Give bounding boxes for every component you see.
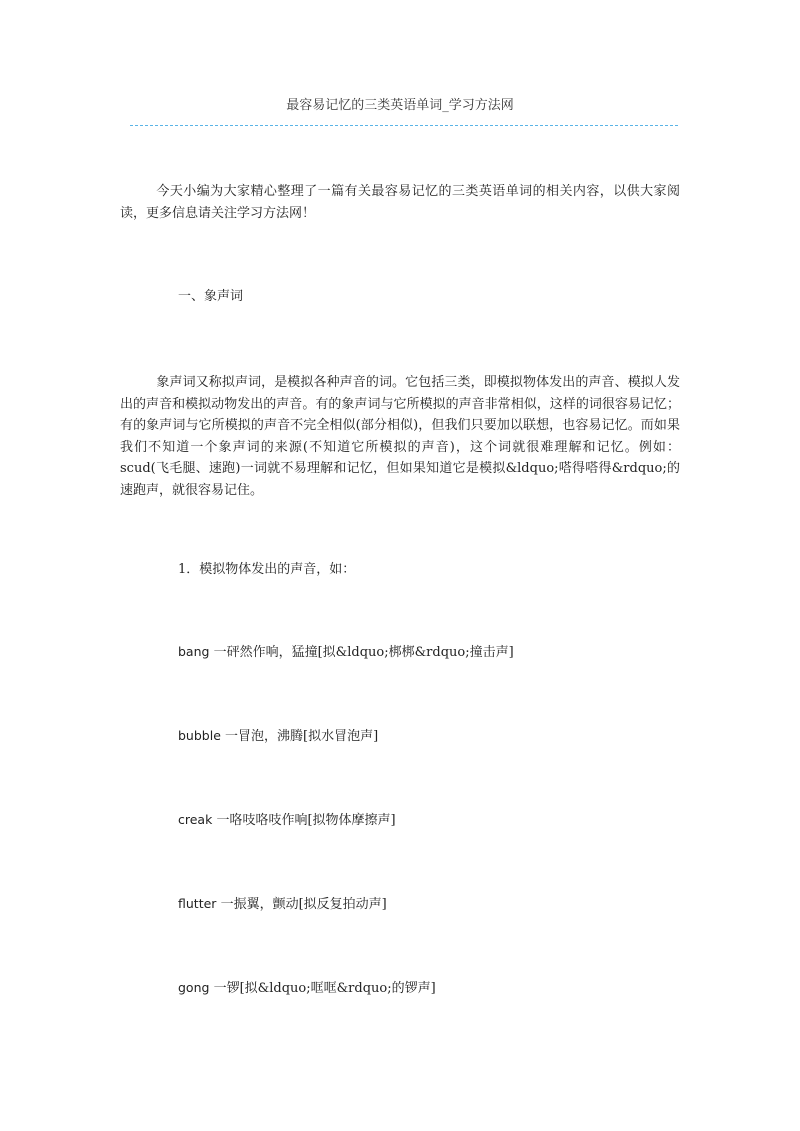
entry-meaning: 一锣[拟&ldquo;哐哐&rdquo;的锣声] [209,981,436,996]
word-entry [178,895,387,914]
entry-word: flutter [178,896,217,911]
entry-word: bang [178,644,210,659]
section-heading: 一、象声词 [178,289,244,304]
word-entry [178,727,378,746]
entry-meaning: 一砰然作响，猛撞[拟&ldquo;梆梆&rdquo;撞击声] [209,645,514,660]
entry-word: gong [178,980,210,995]
entry-meaning: 一振翼，颤动[拟反复拍动声] [216,897,387,912]
word-entry [178,979,436,998]
intro-paragraph: 今天小编为大家精心整理了一篇有关最容易记忆的三类英语单词的相关内容，以供大家阅读，更多信息请关注学习方法网！ [120,184,680,221]
word-entry [178,643,514,662]
entry-meaning: 一冒泡，沸腾[拟水冒泡声] [220,729,379,744]
sub-heading: 1．模拟物体发出的声音，如： [178,562,356,577]
document-title: 最容易记忆的三类英语单词_学习方法网 [286,98,514,113]
entry-word: creak [178,812,213,827]
entry-meaning: 一咯吱咯吱作响[拟物体摩擦声] [212,813,396,828]
word-entry [178,811,396,830]
title-divider [130,125,678,126]
body-paragraph: 象声词又称拟声词，是模拟各种声音的词。它包括三类，即模拟物体发出的声音、模拟人发出的声音和模拟动物发出的声音。有的象声词与它所模拟的声音非常相似，这样的词很容易记忆；有的象声词与它所模拟的声音不完全相似(部分相似)，但我们只要加以联想，也容易记忆。而如果我们不知道一个象声词的来源(不知道它所模拟的声音)，这个词就很难理解和记忆。例如：scud(飞毛腿、速跑)一词就不易理解和记忆，但如果知道它是模拟&ldquo;嗒得嗒得&rdquo;的速跑声，就很容易记住。 [120,375,680,498]
entry-word: bubble [178,728,221,743]
